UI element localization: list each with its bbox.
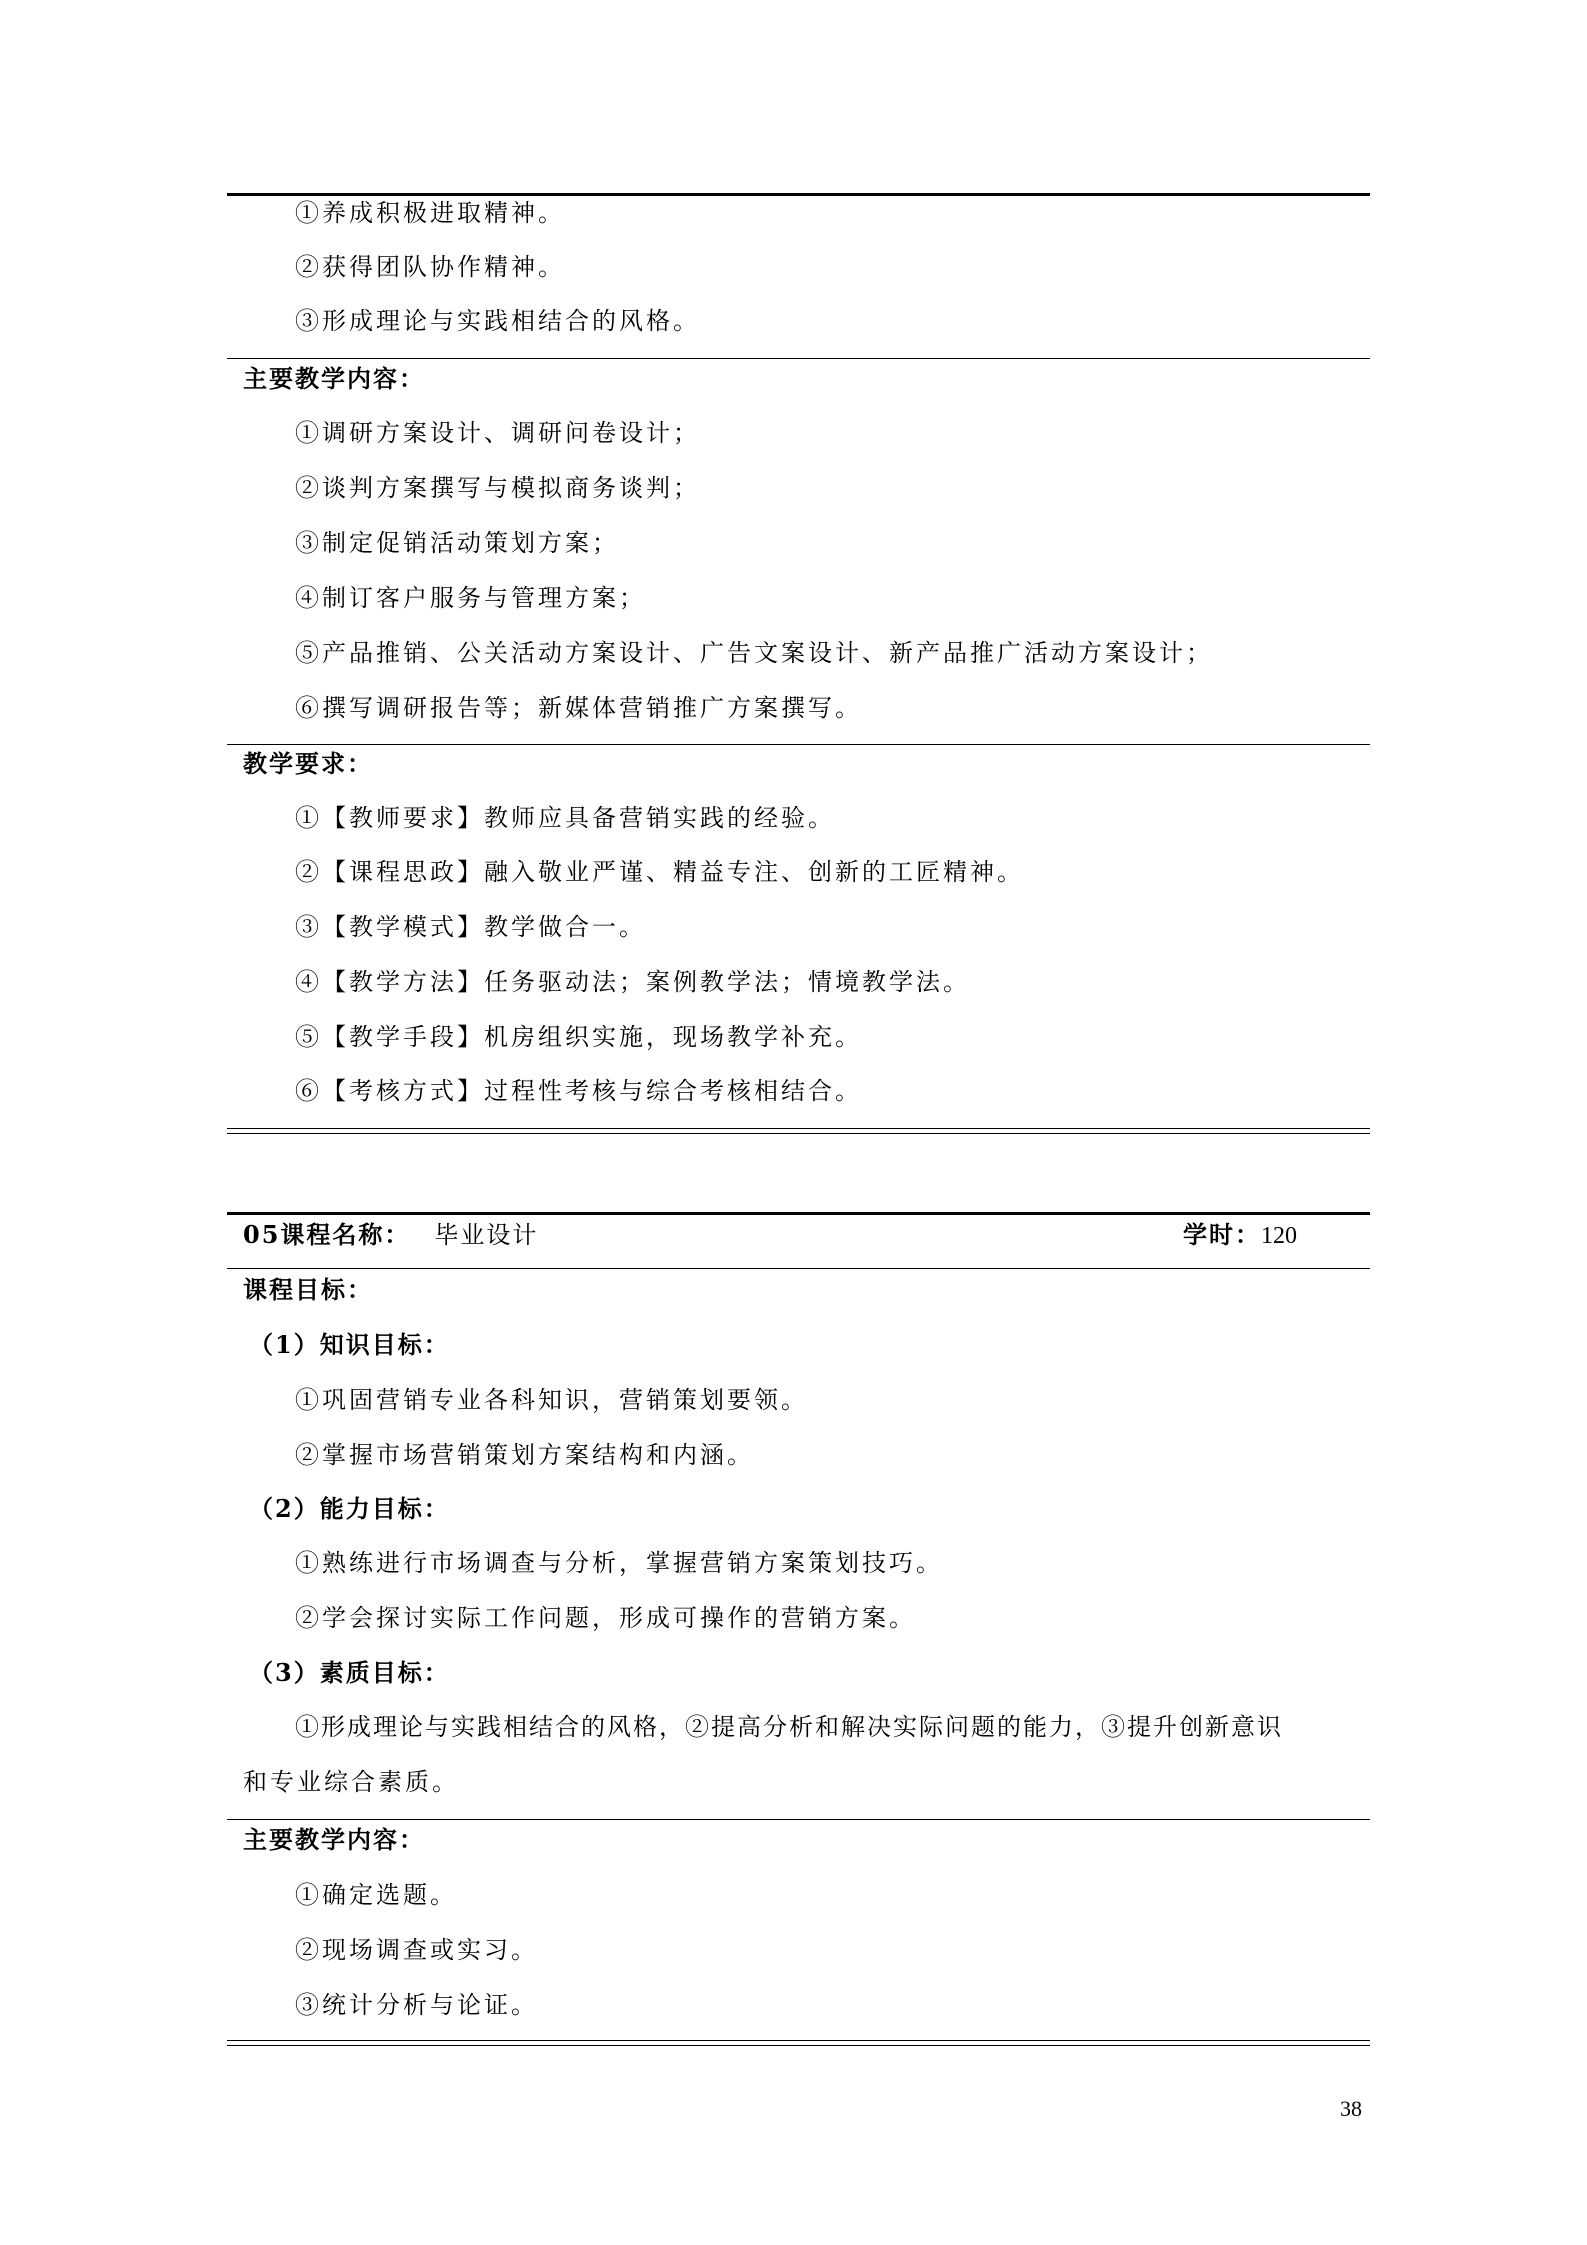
content-item-2: ②谈判方案撰写与模拟商务谈判；	[295, 474, 700, 502]
bottom-rule	[227, 2040, 1370, 2041]
hours-label: 学时：	[1183, 1220, 1261, 1249]
course-label: 05课程名称：	[243, 1220, 411, 1249]
ability-heading: （2）能力目标：	[249, 1494, 450, 1523]
content-item-3: ③制定促销活动策划方案；	[295, 529, 619, 557]
quality-line-2: 和专业综合素质。	[243, 1768, 459, 1796]
quality-item-1: ①养成积极进取精神。	[295, 199, 565, 227]
quality-item-2: ②获得团队协作精神。	[295, 253, 565, 281]
hours-field	[1183, 1220, 1297, 1251]
knowledge-item-1: ①巩固营销专业各科知识，营销策划要领。	[295, 1386, 808, 1414]
divider	[227, 1819, 1370, 1820]
requirement-item-4: ④【教学方法】任务驱动法；案例教学法；情境教学法。	[295, 968, 970, 996]
quality-line-1: ①形成理论与实践相结合的风格，②提高分析和解决实际问题的能力，③提升创新意识	[295, 1713, 1283, 1741]
quality-heading: （3）素质目标：	[249, 1658, 450, 1687]
content-item-1: ①确定选题。	[295, 1881, 457, 1909]
hours-value: 120	[1261, 1223, 1297, 1249]
quality-item-3: ③形成理论与实践相结合的风格。	[295, 307, 700, 335]
content-item-2: ②现场调查或实习。	[295, 1936, 538, 1964]
requirement-item-5: ⑤【教学手段】机房组织实施，现场教学补充。	[295, 1023, 862, 1051]
ability-item-2: ②学会探讨实际工作问题，形成可操作的营销方案。	[295, 1604, 916, 1632]
bottom-rule	[227, 2045, 1370, 2046]
content-heading: 主要教学内容：	[243, 364, 425, 393]
ability-item-1: ①熟练进行市场调查与分析，掌握营销方案策划技巧。	[295, 1549, 943, 1577]
requirements-heading: 教学要求：	[243, 749, 373, 778]
requirement-item-1: ①【教师要求】教师应具备营销实践的经验。	[295, 804, 835, 832]
top-rule	[227, 1212, 1370, 1215]
course-block-2	[227, 0, 1370, 2060]
content-item-4: ④制订客户服务与管理方案；	[295, 584, 646, 612]
content-item-6: ⑥撰写调研报告等；新媒体营销推广方案撰写。	[295, 694, 862, 722]
content-item-5: ⑤产品推销、公关活动方案设计、广告文案设计、新产品推广活动方案设计；	[295, 639, 1213, 667]
requirement-item-6: ⑥【考核方式】过程性考核与综合考核相结合。	[295, 1077, 862, 1105]
divider	[227, 1268, 1370, 1269]
page-number: 38	[1340, 2096, 1362, 2121]
course-title-row	[243, 1220, 1363, 1250]
course-name: 毕业设计	[434, 1221, 539, 1249]
content-item-1: ①调研方案设计、调研问卷设计；	[295, 419, 700, 447]
content-item-3: ③统计分析与论证。	[295, 1991, 538, 2019]
knowledge-heading: （1）知识目标：	[249, 1330, 450, 1359]
requirement-item-3: ③【教学模式】教学做合一。	[295, 913, 646, 941]
requirement-item-2: ②【课程思政】融入敬业严谨、精益专注、创新的工匠精神。	[295, 858, 1024, 886]
knowledge-item-2: ②掌握市场营销策划方案结构和内涵。	[295, 1441, 754, 1469]
goal-heading: 课程目标：	[243, 1275, 373, 1304]
content-heading: 主要教学内容：	[243, 1825, 425, 1854]
